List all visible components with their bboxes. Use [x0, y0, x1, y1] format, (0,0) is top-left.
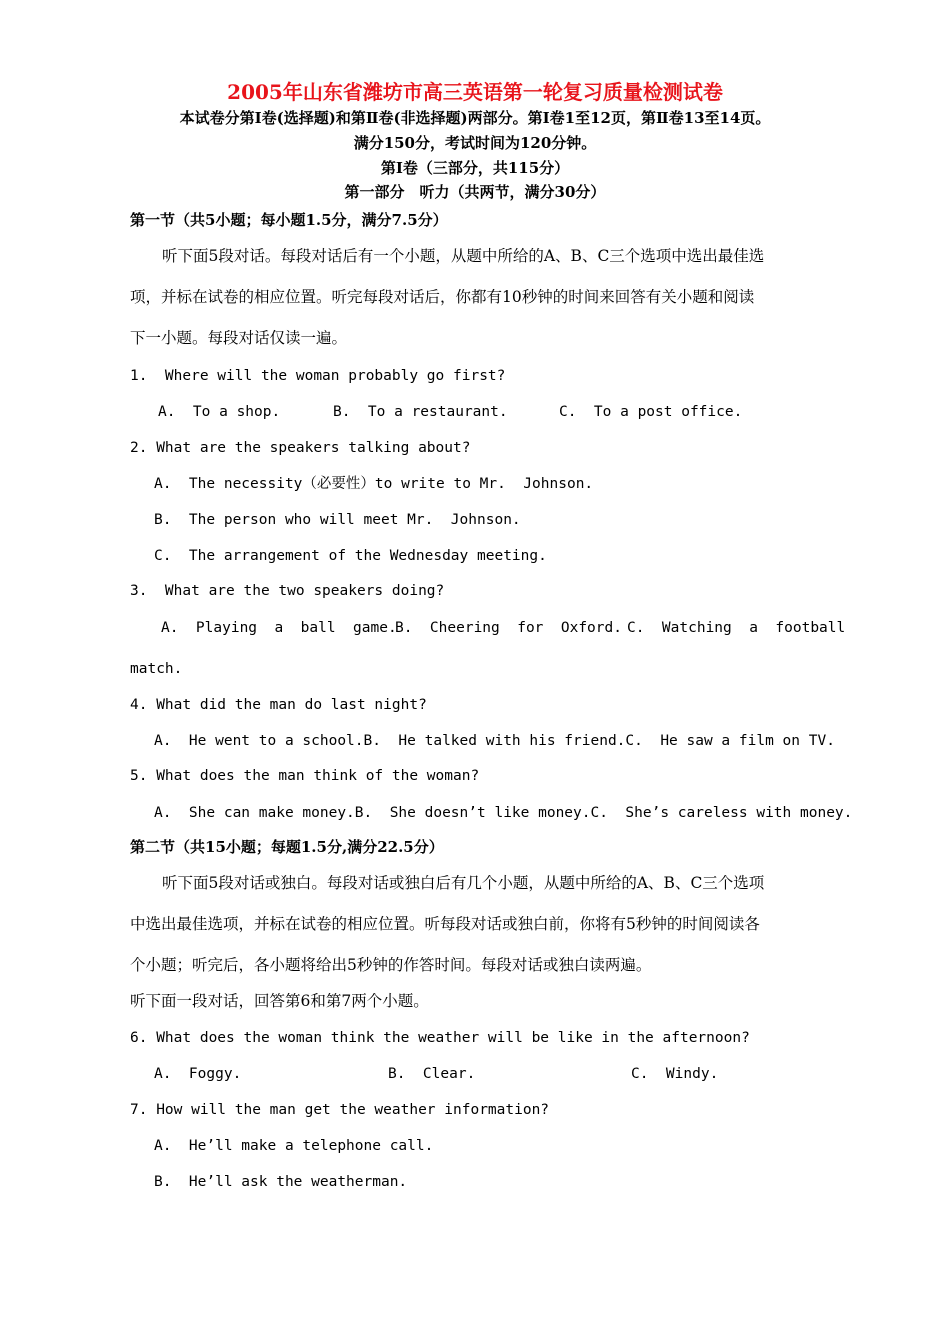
question-3-option-c-continued: match. [130, 661, 183, 677]
question-7-option-b: B. He’ll ask the weatherman. [154, 1174, 408, 1190]
section1-heading: 第一节（共5小题；每小题1.5分，满分7.5分） [130, 211, 448, 229]
section1-instruction-line-1 [130, 249, 820, 265]
question-4-options: A. He went to a school.B. He talked with his friend.C. He saw a film on TV. [154, 733, 835, 749]
question-1-stem: 1. Where will the woman probably go first? [130, 368, 506, 384]
question-6-stem: 6. What does the woman think the weather will be like in the afternoon? [130, 1030, 750, 1046]
question-3-option-b: B. Cheering for Oxford. [395, 620, 622, 636]
question-6-option-b: B. Clear. [388, 1066, 476, 1082]
question-7-option-a: A. He’ll make a telephone call. [154, 1138, 434, 1154]
question-5-stem: 5. What does the man think of the woman? [130, 768, 480, 784]
question-1-option-c: C. To a post office. [559, 404, 743, 420]
question-2-stem: 2. What are the speakers talking about? [130, 440, 471, 456]
section1-instruction-line-2: 项，并标在试卷的相应位置。听完每段对话后，你都有10秒钟的时间来回答有关小题和阅读 [130, 288, 755, 306]
question-2-option-b: B. The person who will meet Mr. Johnson. [154, 512, 521, 528]
question-3-stem: 3. What are the two speakers doing? [130, 583, 445, 599]
section2-instruction-line-3: 个小题；听完后，各小题将给出5秒钟的作答时间。每段对话或独白读两遍。 [130, 956, 652, 974]
section2-instruction-line-2: 中选出最佳选项，并标在试卷的相应位置。听每段对话或独白前，你将有5秒钟的时间阅读各 [130, 915, 760, 933]
volume-heading: 第Ⅰ卷（三部分，共115分） [380, 159, 570, 177]
question-6-option-c: C. Windy. [631, 1066, 719, 1082]
question-6-option-a: A. Foggy. [154, 1066, 242, 1082]
question-2-option-a: A. The necessity（必要性）to write to Mr. Johnson. [154, 476, 594, 492]
question-7-stem: 7. How will the man get the weather information? [130, 1102, 550, 1118]
question-2-option-c: C. The arrangement of the Wednesday meeting. [154, 548, 547, 564]
section1-instruction-line-3: 下一小题。每段对话仅读一遍。 [130, 329, 348, 347]
question-1-option-a: A. To a shop. [158, 404, 281, 420]
section2-heading: 第二节（共15小题；每题1.5分,满分22.5分） [130, 838, 444, 856]
exam-info-line: 本试卷分第Ⅰ卷(选择题)和第Ⅱ卷(非选择题)两部分。第Ⅰ卷1至12页，第Ⅱ卷13至14页。 [179, 109, 771, 127]
question-1-option-b: B. To a restaurant. [333, 404, 508, 420]
question-5-options: A. She can make money.B. She doesn’t like money.C. She’s careless with money. [154, 805, 853, 821]
section2-instruction-line-1: 听下面5段对话或独白。每段对话或独白后有几个小题，从题中所给的A、B、C三个选项 [162, 874, 765, 892]
question-3-option-c: C. Watching a football [627, 620, 846, 636]
question-3-option-a: A. Playing a ball game. [161, 620, 397, 636]
exam-title: 2005年山东省潍坊市高三英语第一轮复习质量检测试卷 [227, 80, 723, 104]
exam-score-time: 满分150分，考试时间为120分钟。 [353, 134, 597, 152]
dialogue-intro: 听下面一段对话，回答第6和第7两个小题。 [130, 992, 429, 1010]
question-4-stem: 4. What did the man do last night? [130, 697, 427, 713]
instruction-text: 听下面5段对话。每段对话后有一个小题，从题中所给的A、B、C三个选项中选出最佳选 [162, 247, 765, 265]
part-heading: 第一部分 听力（共两节，满分30分） [344, 183, 606, 201]
